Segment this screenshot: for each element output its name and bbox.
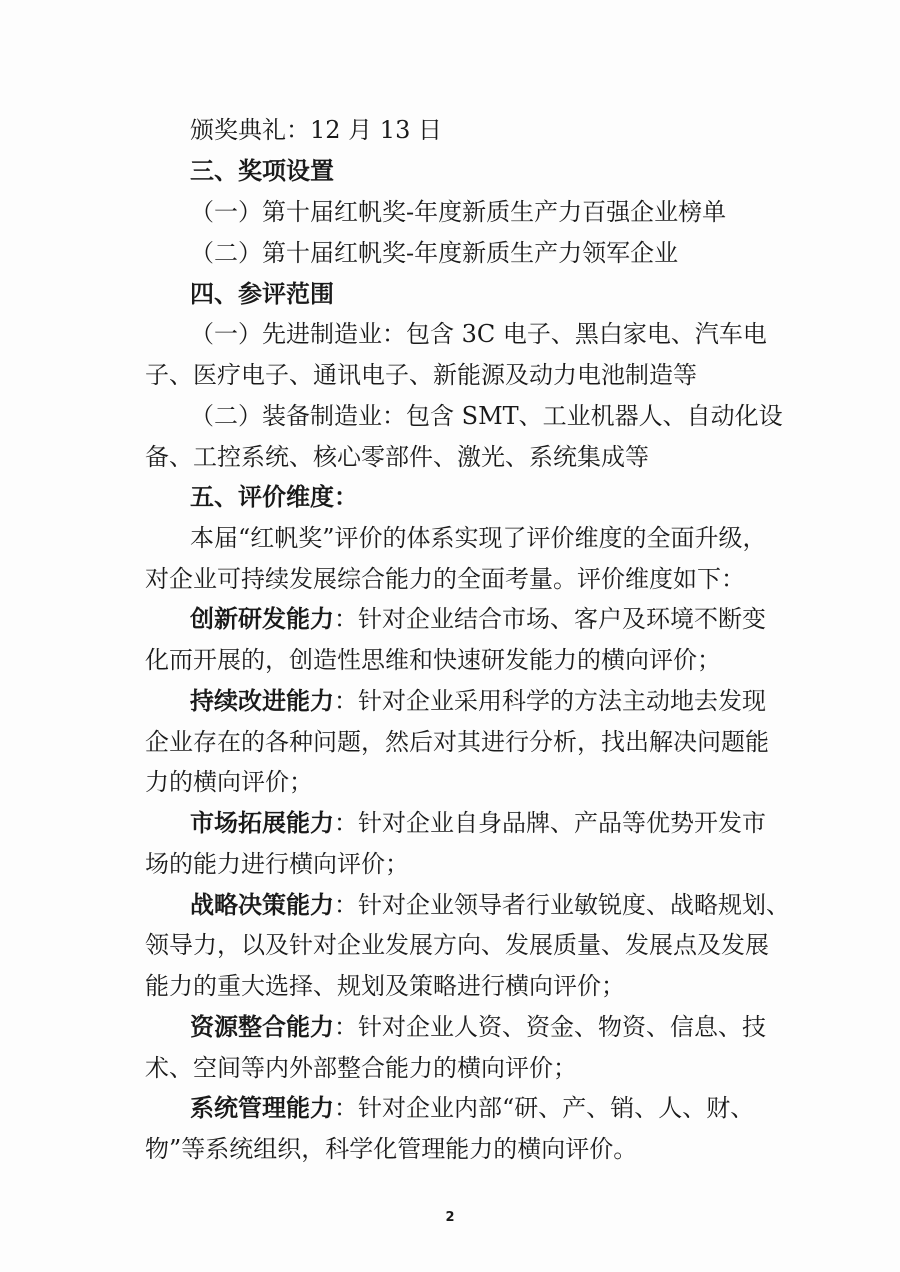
section-heading-dimensions: 五、评价维度： [190,482,358,511]
scope-item-2-line-2: 备、工控系统、核心零部件、激光、系统集成等 [145,443,649,471]
section-heading-awards: 三、奖项设置 [190,156,334,185]
scope-item-2-line-1: （二）装备制造业：包含 SMT、工业机器人、自动化设 [190,402,783,430]
dimension-market-cont: 场的能力进行横向评价； [145,850,409,878]
dimension-improvement-cont-2: 力的横向评价； [145,768,313,796]
scope-item-1-line-1: （一）先进制造业：包含 3C 电子、黑白家电、汽车电 [190,320,767,348]
intro-line-1: 本届“红帆奖”评价的体系实现了评价维度的全面升级， [190,524,767,552]
dimension-market: 市场拓展能力：针对企业自身品牌、产品等优势开发市 [190,808,766,837]
dimension-improvement-cont-1: 企业存在的各种问题，然后对其进行分析，找出解决问题能 [145,728,769,756]
award-item-1: （一）第十届红帆奖-年度新质生产力百强企业榜单 [190,198,727,226]
scope-item-1-line-2: 子、医疗电子、通讯电子、新能源及动力电池制造等 [145,361,697,389]
section-heading-scope: 四、参评范围 [190,279,334,308]
dimension-management-cont: 物”等系统组织，科学化管理能力的横向评价。 [145,1135,638,1163]
intro-line-2: 对企业可持续发展综合能力的全面考量。评价维度如下： [145,565,745,593]
award-item-2: （二）第十届红帆奖-年度新质生产力领军企业 [190,239,679,267]
dimension-resources-cont: 术、空间等内外部整合能力的横向评价； [145,1054,577,1082]
dimension-resources: 资源整合能力：针对企业人资、资金、物资、信息、技 [190,1012,766,1041]
dimension-strategy-cont-1: 领导力，以及针对企业发展方向、发展质量、发展点及发展 [145,931,769,959]
dimension-innovation-cont: 化而开展的，创造性思维和快速研发能力的横向评价； [145,646,721,674]
ceremony-date-line: 颁奖典礼：12 月 13 日 [190,116,442,144]
dimension-strategy-cont-2: 能力的重大选择、规划及策略进行横向评价； [145,972,625,1000]
dimension-management: 系统管理能力：针对企业内部“研、产、销、人、财、 [190,1093,755,1122]
dimension-improvement: 持续改进能力：针对企业采用科学的方法主动地去发现 [190,686,766,715]
dimension-strategy: 战略决策能力：针对企业领导者行业敏锐度、战略规划、 [190,890,790,919]
page-number: 2 [445,1210,455,1225]
dimension-innovation: 创新研发能力：针对企业结合市场、客户及环境不断变 [190,604,766,633]
